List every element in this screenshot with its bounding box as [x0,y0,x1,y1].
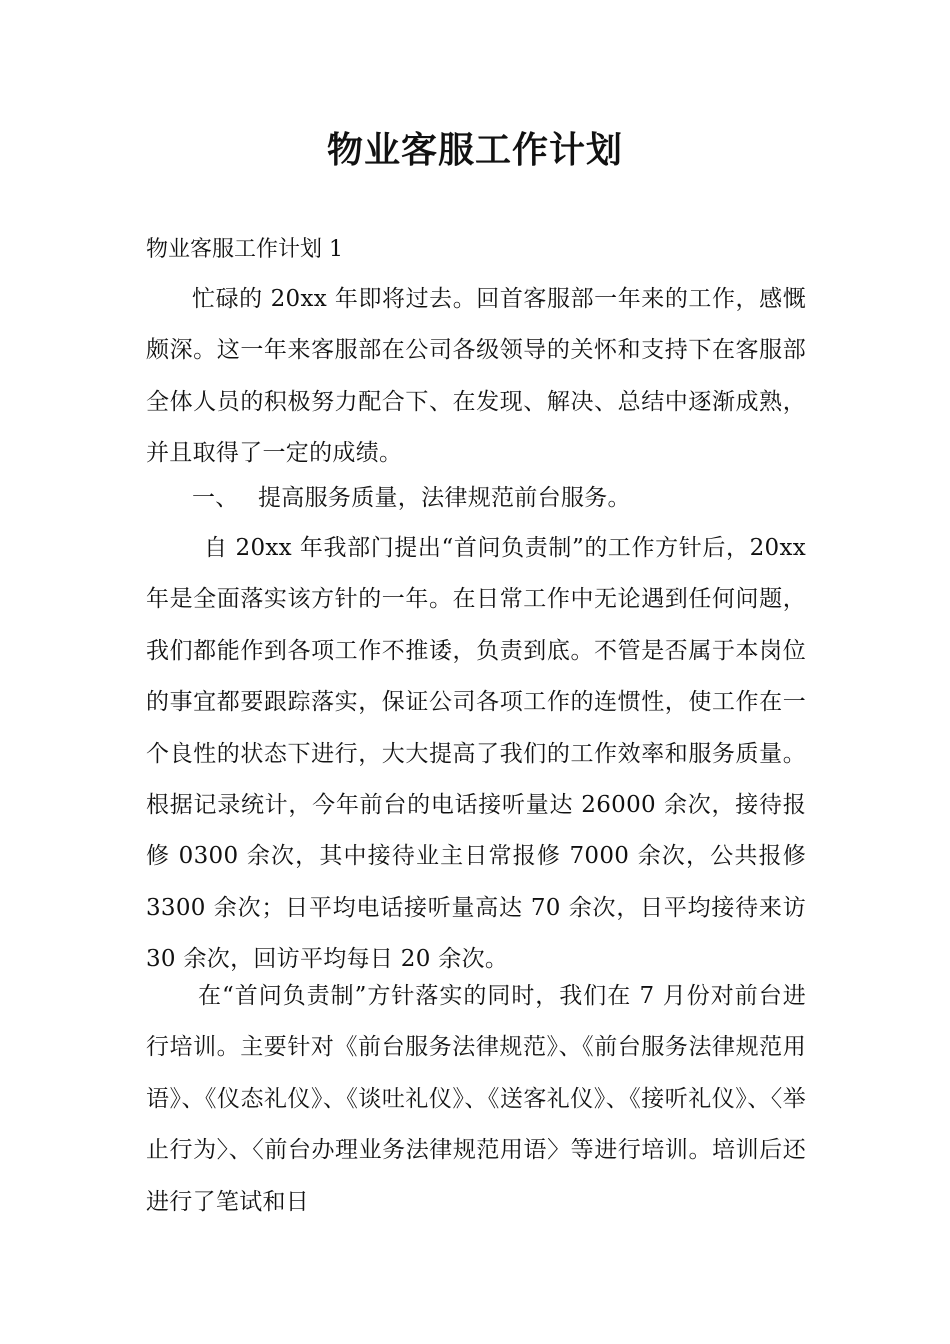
list-item-1-number: 一、 [192,485,239,511]
paragraph-first-responsibility: 自 20xx 年我部门提出“首问负责制”的工作方针后，20xx 年是全面落实该方针的一年。在日常工作中无论遇到任何问题，我们都能作到各项工作不推诿，负责到底。不管是否属于本岗位的事宜都要跟踪落实，保证公司各项工作的连惯性，使工作在一个良性的状态下进行，大大提高了我们的工作效率和服务质量。根据记录统计，今年前台的电话接听量达 26000 余次，接待报修 0300 余次，其中接待业主日常报修 7000 余次，公共报修 3300 余次；日平均电话接听量高达 70 余次，日平均接待来访 30 余次，回访平均每日 20 余次。 [146,535,806,973]
section-heading: 物业客服工作计划 1 [146,237,343,262]
document-title: 物业客服工作计划 [326,129,623,171]
paragraph-training: 在“首问负责制”方针落实的同时，我们在 7 月份对前台进行培训。主要针对《前台服务法律规范》、《前台服务法律规范用语》、《仪态礼仪》、《谈吐礼仪》、《送客礼仪》、《接听礼仪》、〈举止行为〉、〈前台办理业务法律规范用语〉等进行培训。培训后还进行了笔试和日 [146,983,806,1215]
paragraph-intro: 忙碌的 20xx 年即将过去。回首客服部一年来的工作，感慨颇深。这一年来客服部在公司各级领导的关怀和支持下在客服部全体人员的积极努力配合下、在发现、解决、总结中逐渐成熟，并且取得了一定的成绩。 [146,286,806,467]
list-item-1-text: 提高服务质量，法律规范前台服务。 [258,485,631,511]
list-item-1 [146,473,806,524]
